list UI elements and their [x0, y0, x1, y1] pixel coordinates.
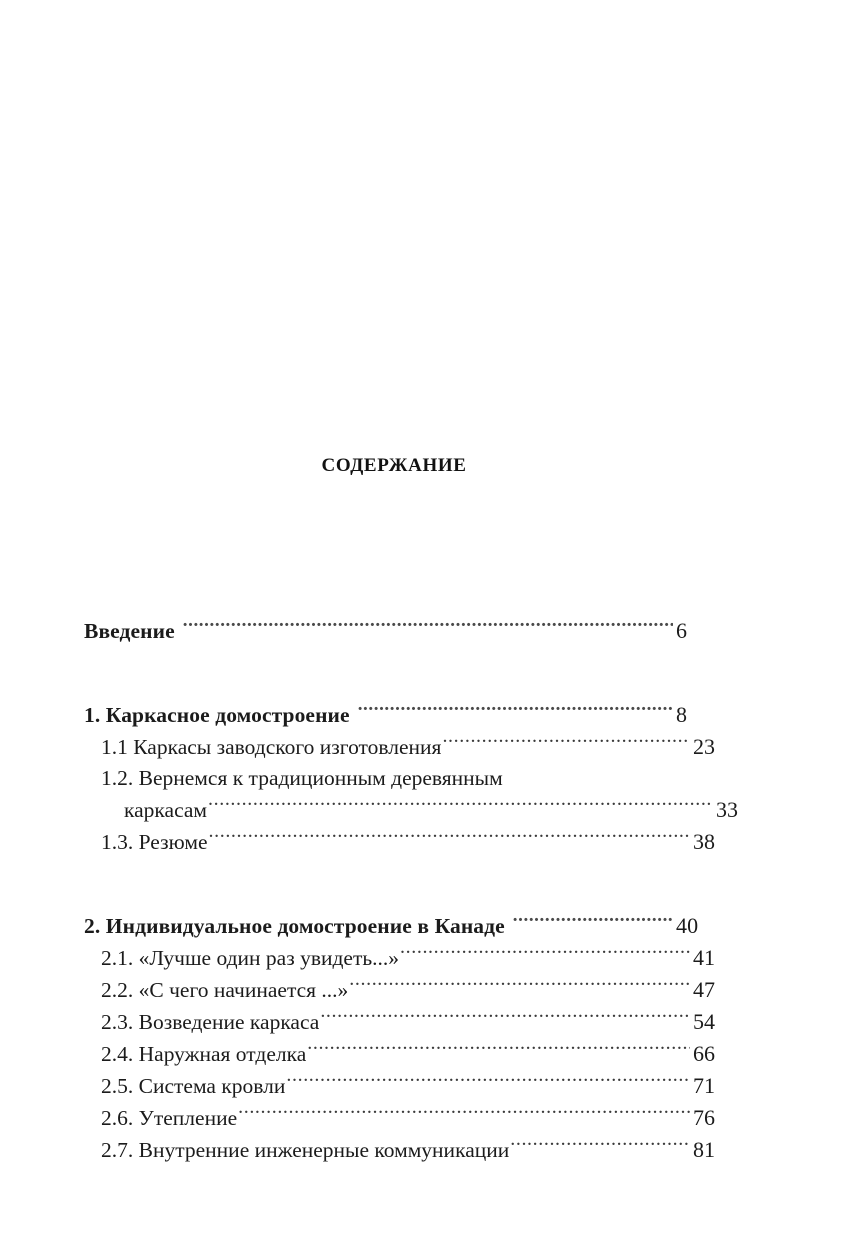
- toc-page-number: 38: [693, 829, 715, 854]
- dot-leaders: [400, 944, 690, 966]
- dot-leaders: [286, 1072, 690, 1094]
- toc-entry-label: 2.6. Утепление: [101, 1106, 238, 1130]
- toc-entry[interactable]: [84, 826, 723, 858]
- dot-leaders: [358, 701, 673, 723]
- dot-leaders: [307, 1040, 690, 1062]
- dot-leaders: [513, 912, 673, 934]
- dot-leaders: [209, 828, 690, 850]
- dot-leaders: [208, 796, 713, 818]
- toc-group-introduction: [84, 615, 706, 647]
- toc-group-chapter-2: [84, 910, 715, 1166]
- dot-leaders: [510, 1136, 690, 1158]
- toc-entry[interactable]: [84, 1102, 723, 1134]
- toc-entry-label: 2.4. Наружная отделка: [101, 1042, 307, 1066]
- toc-entry-label: 1.2. Вернемся к традиционным деревянным: [101, 766, 503, 790]
- toc-entry-label: 1.1 Каркасы заводского изготовления: [101, 735, 442, 759]
- toc-entry[interactable]: [84, 615, 706, 647]
- dot-leaders: [349, 976, 690, 998]
- toc-page-number: 40: [676, 913, 699, 938]
- toc-entry-label: 2. Индивидуальное домостроение в Канаде: [84, 914, 505, 938]
- toc-page-number: 23: [693, 734, 715, 759]
- toc-entry-label: 2.1. «Лучше один раз увидеть...»: [101, 946, 400, 970]
- toc-entry[interactable]: [84, 942, 723, 974]
- toc-group-chapter-1: [84, 699, 738, 858]
- toc-entry-label: 1.3. Резюме: [101, 830, 208, 854]
- toc-page-number: 54: [693, 1009, 715, 1034]
- toc-entry-label: 2.5. Система кровли: [101, 1074, 286, 1098]
- toc-entry-label: 2.2. «С чего начинается ...»: [101, 978, 349, 1002]
- toc-entry[interactable]: [84, 731, 723, 763]
- toc-entry-label: 2.3. Возведение каркаса: [101, 1010, 320, 1034]
- toc-page-number: 6: [676, 618, 688, 643]
- toc-entry[interactable]: [84, 699, 706, 731]
- toc-page-number: 81: [693, 1137, 715, 1162]
- toc-entry-label: 1. Каркасное домостроение: [84, 703, 350, 727]
- toc-entry-label: Введение: [84, 619, 175, 643]
- toc-entry[interactable]: [84, 1038, 723, 1070]
- toc-entry[interactable]: [84, 910, 706, 942]
- toc-entry[interactable]: [84, 1134, 723, 1166]
- toc-page-number: 33: [716, 797, 738, 822]
- toc-entry[interactable]: [84, 974, 723, 1006]
- table-of-contents: [84, 615, 738, 1166]
- toc-entry[interactable]: [84, 1070, 723, 1102]
- dot-leaders: [183, 617, 673, 639]
- toc-page-number: 76: [693, 1105, 715, 1130]
- toc-page-number: 41: [693, 945, 715, 970]
- page-title: СОДЕРЖАНИЕ: [321, 455, 467, 476]
- toc-page-number: 66: [693, 1041, 715, 1066]
- toc-page-number: 8: [676, 702, 688, 727]
- dot-leaders: [442, 733, 690, 755]
- toc-entry-label: каркасам: [124, 798, 208, 822]
- dot-leaders: [320, 1008, 690, 1030]
- dot-leaders: [238, 1104, 690, 1126]
- toc-entry-label: 2.7. Внутренние инженерные коммуникации: [101, 1138, 510, 1162]
- toc-entry[interactable]: [84, 1006, 723, 1038]
- toc-entry-continuation[interactable]: [84, 794, 746, 826]
- toc-page-number: 71: [693, 1073, 715, 1098]
- toc-entry[interactable]: [84, 763, 723, 794]
- toc-page-number: 47: [693, 977, 715, 1002]
